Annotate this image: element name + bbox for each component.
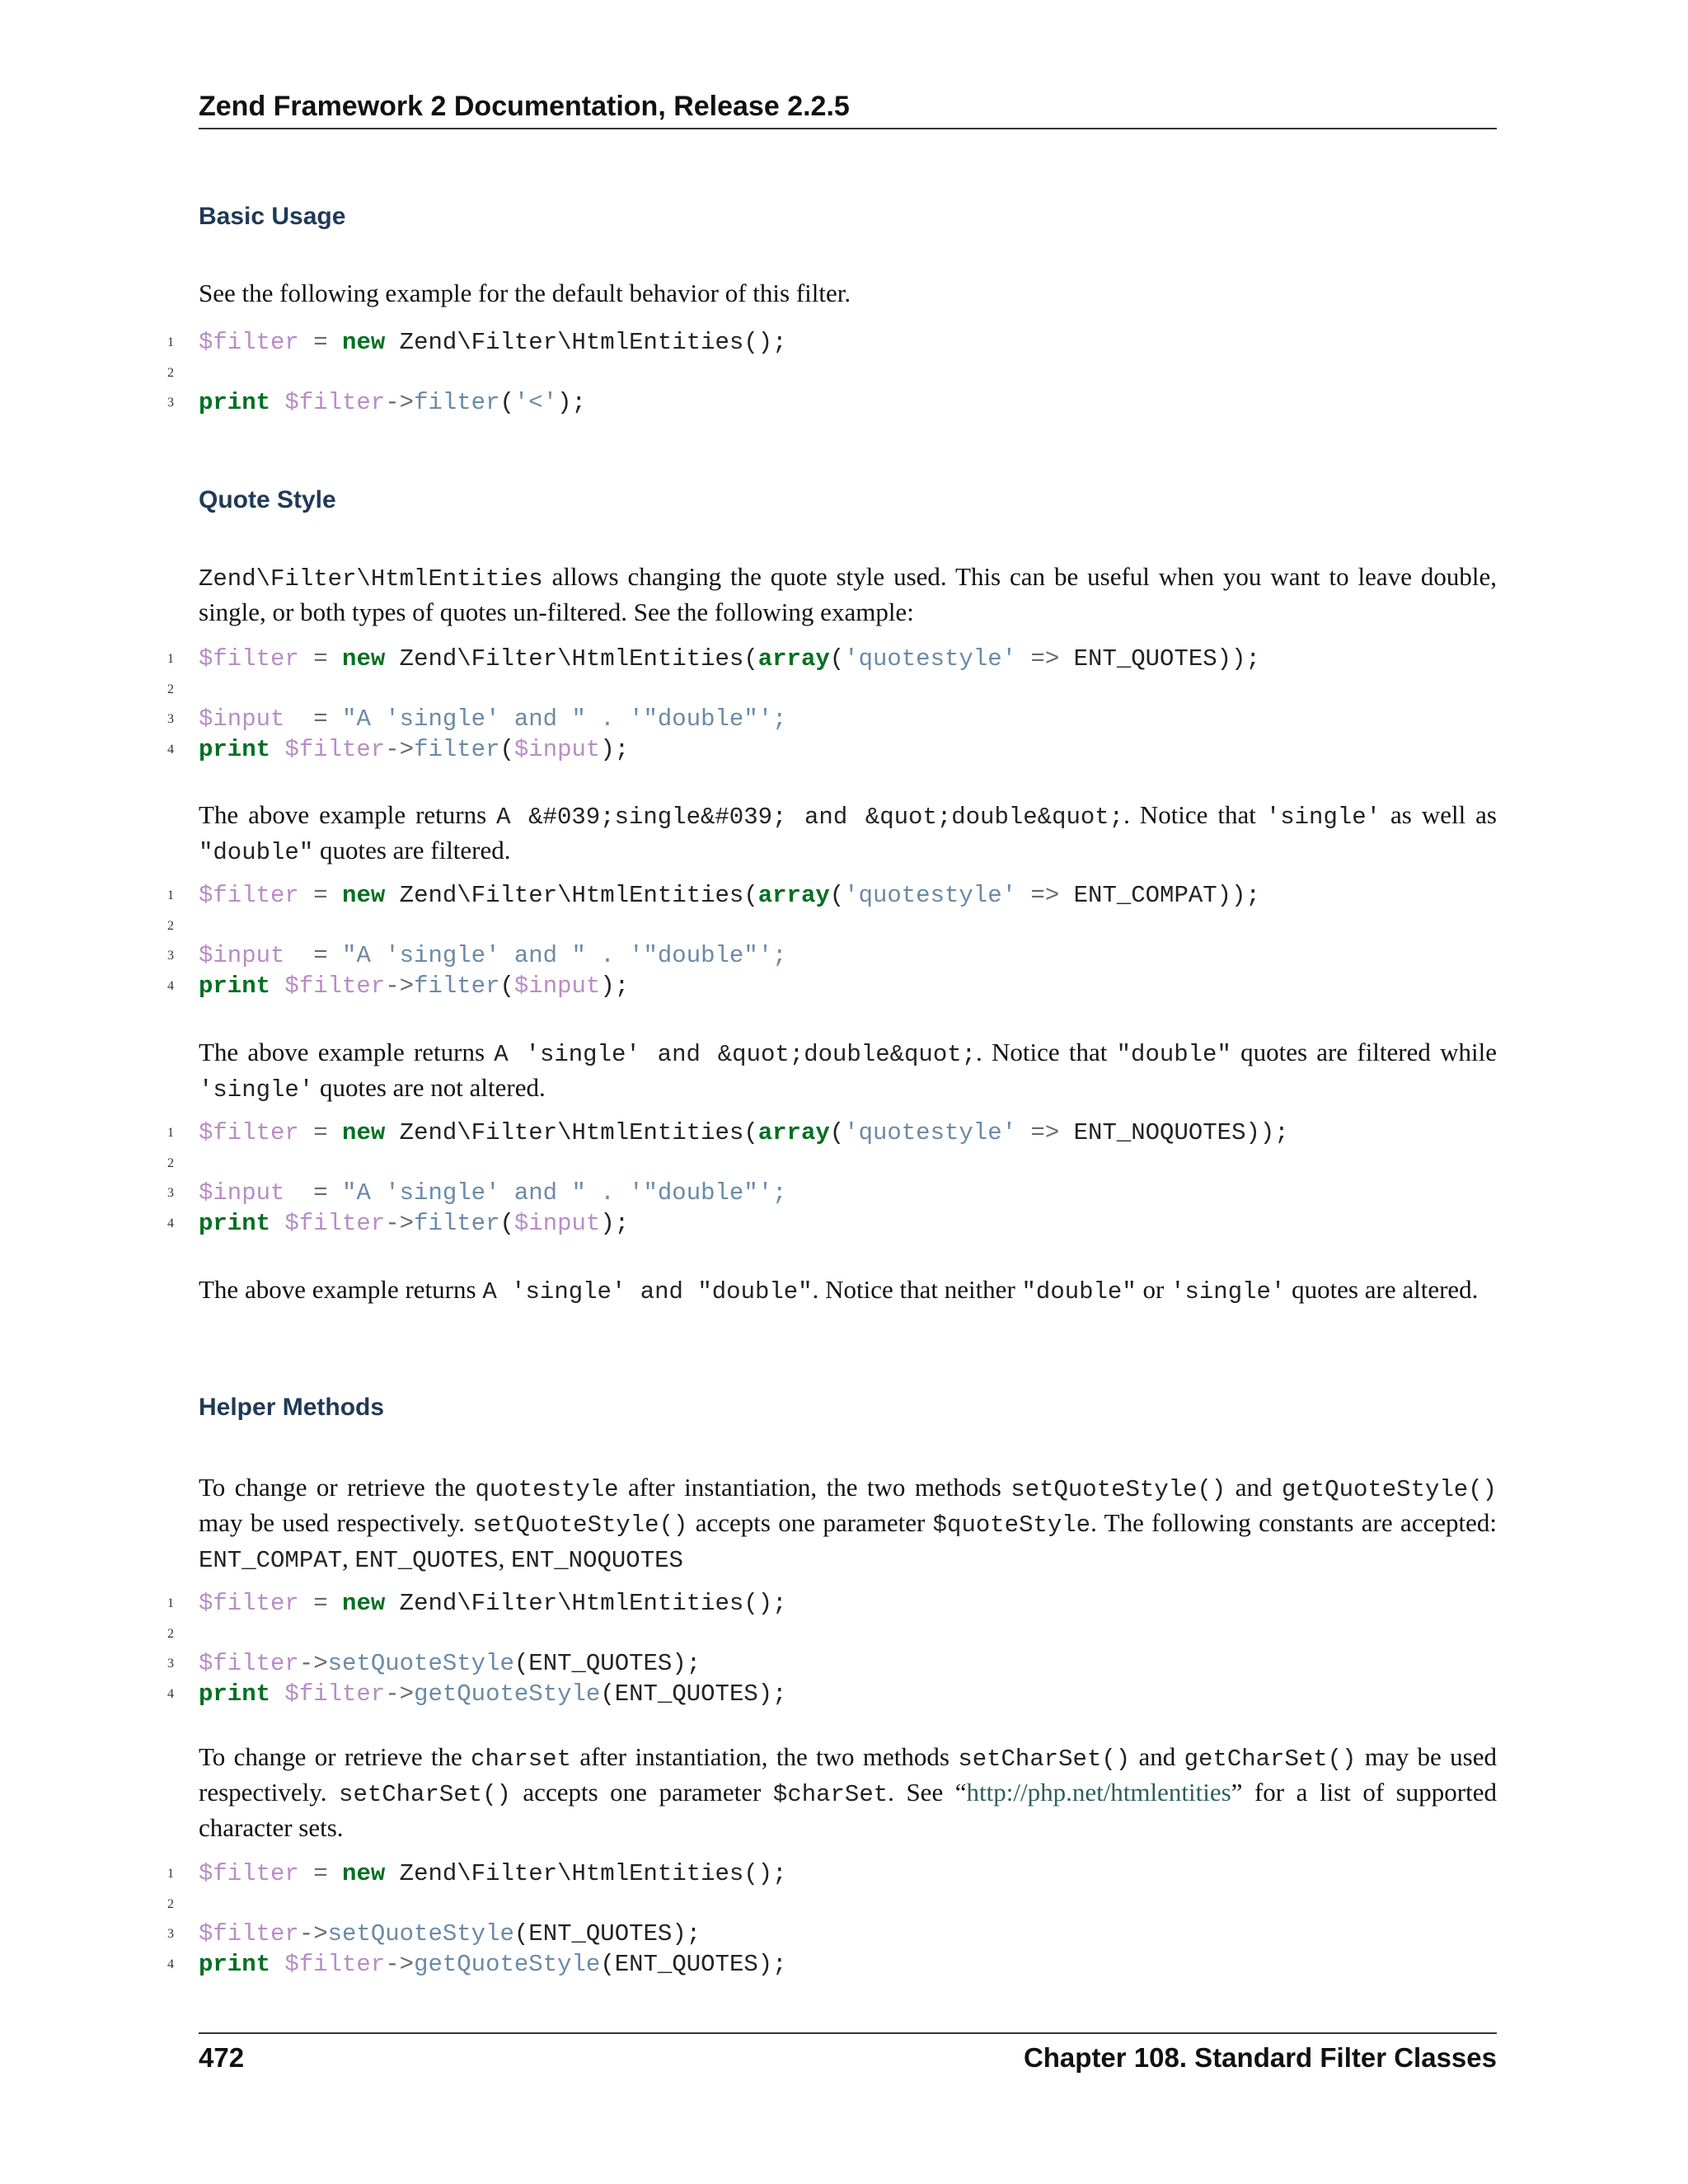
section-heading: Basic Usage — [199, 203, 346, 230]
code-block — [167, 1859, 1497, 1980]
paragraph: To change or retrieve the quotestyle after instantiation, the two methods setQuoteStyle() and getQuoteStyle() may be used respectively. setQuoteStyle() accepts one parameter $quoteStyle. The following constants are accepted: ENT_COMPAT, ENT_QUOTES, ENT_NOQUOTES — [199, 1473, 1497, 1574]
paragraph: The above example returns A 'single' and "double". Notice that neither "double" or 'single' quotes are altered. — [199, 1275, 1479, 1305]
code-line: 4 print $filter->getQuoteStyle(ENT_QUOTES); — [167, 1950, 787, 1978]
page-number: 472 — [199, 2042, 245, 2073]
code-line: 1 $filter = new Zend\Filter\HtmlEntities(); — [167, 1860, 787, 1887]
section-quote-style — [199, 486, 1497, 514]
code-line: 3 $input = "A 'single' and " . '"double"'; — [167, 1179, 787, 1207]
code-line: 3 $input = "A 'single' and " . '"double"'; — [167, 705, 787, 733]
chapter-title: Chapter 108. Standard Filter Classes — [1023, 2042, 1497, 2073]
paragraph: To change or retrieve the charset after instantiation, the two methods setCharSet() and getCharSet() may be used respectively. setCharSet() accepts one parameter $charSet. See “http://php.net/htmlentities” for a list of supported character sets. — [199, 1742, 1497, 1842]
code-line: 4 print $filter->getQuoteStyle(ENT_QUOTES); — [167, 1680, 787, 1708]
code-line: 3 print $filter->filter('<'); — [167, 389, 586, 416]
running-header: Zend Framework 2 Documentation, Release 2.2.5 — [199, 91, 1497, 129]
code-line: 2 — [167, 1626, 174, 1641]
code-line: 1 $filter = new Zend\Filter\HtmlEntities(array('quotestyle' => ENT_NOQUOTES)); — [167, 1119, 1289, 1146]
paragraph: The above example returns A 'single' and &quot;double&quot;. Notice that "double" quotes are filtered while 'single' quotes are not altered. — [199, 1038, 1497, 1104]
code-line: 2 — [167, 1896, 174, 1911]
code-line: 2 — [167, 365, 174, 380]
code-line: 3 $filter->setQuoteStyle(ENT_QUOTES); — [167, 1920, 701, 1947]
paragraph: The above example returns A &#039;single&#039; and &quot;double&quot;. Notice that 'single' as well as "double" quotes are filtered. — [199, 800, 1497, 866]
section-helper-methods — [199, 1394, 1497, 1422]
code-block — [167, 644, 1497, 765]
code-line: 1 $filter = new Zend\Filter\HtmlEntities(array('quotestyle' => ENT_QUOTES)); — [167, 645, 1260, 673]
code-block — [167, 328, 1497, 419]
code-line: 1 $filter = new Zend\Filter\HtmlEntities(); — [167, 329, 787, 356]
code-line: 1 $filter = new Zend\Filter\HtmlEntities(); — [167, 1590, 787, 1617]
code-block — [167, 1118, 1497, 1239]
section-basic-usage — [199, 203, 1497, 231]
code-block — [167, 881, 1497, 1001]
php-htmlentities-link[interactable]: http://php.net/htmlentities — [966, 1778, 1231, 1807]
code-line: 4 print $filter->filter($input); — [167, 972, 630, 1000]
code-line: 2 — [167, 682, 174, 696]
section-heading: Helper Methods — [199, 1394, 385, 1421]
code-line: 3 $filter->setQuoteStyle(ENT_QUOTES); — [167, 1650, 701, 1677]
code-line: 3 $input = "A 'single' and " . '"double"'; — [167, 942, 787, 969]
code-block — [167, 1589, 1497, 1709]
paragraph: Zend\Filter\HtmlEntities allows changing the quote style used. This can be useful when you want to leave double, single, or both types of quotes un-filtered. See the following example: — [199, 562, 1497, 626]
section-heading: Quote Style — [199, 486, 336, 513]
code-line: 4 print $filter->filter($input); — [167, 735, 630, 763]
code-line: 2 — [167, 918, 174, 933]
paragraph: See the following example for the default behavior of this filter. — [199, 279, 851, 307]
document-page — [167, 0, 1497, 2184]
page-footer — [199, 2032, 1497, 2074]
code-line: 4 print $filter->filter($input); — [167, 1209, 630, 1237]
code-line: 1 $filter = new Zend\Filter\HtmlEntities(array('quotestyle' => ENT_COMPAT)); — [167, 882, 1260, 909]
code-line: 2 — [167, 1155, 174, 1170]
